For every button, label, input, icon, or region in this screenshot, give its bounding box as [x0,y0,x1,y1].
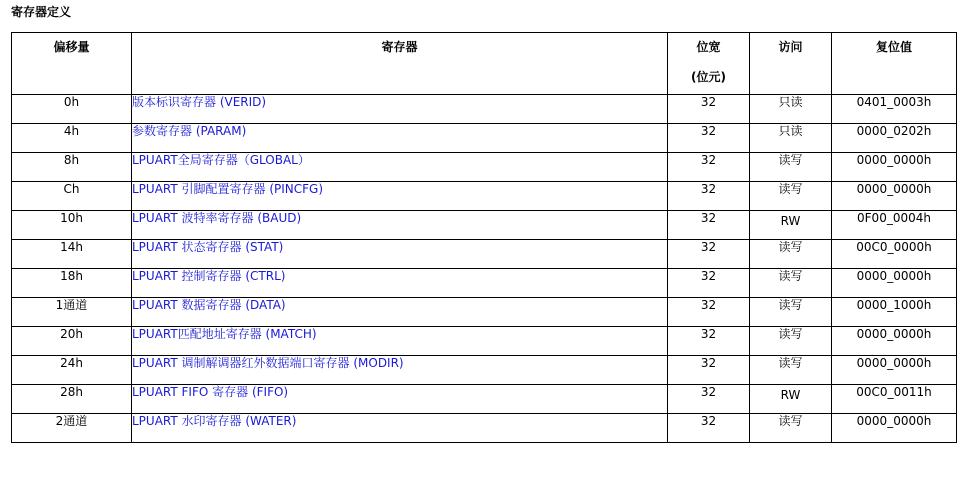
header-access: 访问 [750,33,832,95]
header-width-line2: (位元) [691,70,726,84]
register-link[interactable]: 参数寄存器 (PARAM) [132,124,247,138]
access-cell: RW [750,211,832,240]
register-link[interactable]: LPUART 状态寄存器 (STAT) [132,240,284,254]
table-row [12,211,957,240]
offset-cell: 10h [12,211,132,240]
register-link[interactable]: LPUART 控制寄存器 (CTRL) [132,269,286,283]
reset-value-cell: 0000_0000h [832,356,957,385]
register-link[interactable]: LPUART 引脚配置寄存器 (PINCFG) [132,182,324,196]
register-link[interactable]: LPUART 数据寄存器 (DATA) [132,298,286,312]
reset-value-cell: 0F00_0004h [832,211,957,240]
table-row [12,385,957,414]
register-link[interactable]: LPUART FIFO 寄存器 (FIFO) [132,385,289,399]
table-body [12,95,957,443]
register-link[interactable]: LPUART 调制解调器红外数据端口寄存器 (MODIR) [132,356,404,370]
access-cell: RW [750,385,832,414]
reset-value-cell: 0000_1000h [832,298,957,327]
table-row [12,298,957,327]
register-table [11,32,957,443]
access-cell: 读写 [750,269,832,298]
width-cell: 32 [668,356,750,385]
access-cell: 读写 [750,153,832,182]
width-cell: 32 [668,182,750,211]
reset-value-cell: 0000_0000h [832,182,957,211]
offset-cell: 8h [12,153,132,182]
reset-value-cell: 0401_0003h [832,95,957,124]
width-cell: 32 [668,240,750,269]
offset-cell: 24h [12,356,132,385]
register-link[interactable]: LPUART 波特率寄存器 (BAUD) [132,211,302,225]
width-cell: 32 [668,211,750,240]
register-name-cell [132,95,668,124]
table-header-row [12,33,957,95]
reset-value-cell: 0000_0000h [832,269,957,298]
register-link[interactable]: LPUART匹配地址寄存器 (MATCH) [132,327,317,341]
reset-value-cell: 0000_0202h [832,124,957,153]
table-row [12,269,957,298]
reset-value-cell: 0000_0000h [832,153,957,182]
offset-cell: 1通道 [12,298,132,327]
header-offset: 偏移量 [12,33,132,95]
register-name-cell [132,327,668,356]
access-cell: 只读 [750,124,832,153]
access-cell: 读写 [750,298,832,327]
register-name-cell [132,240,668,269]
register-name-cell [132,182,668,211]
section-title: 寄存器定义 [11,5,72,19]
offset-cell: 20h [12,327,132,356]
header-width [668,33,750,95]
offset-cell: 14h [12,240,132,269]
width-cell: 32 [668,327,750,356]
register-name-cell [132,356,668,385]
offset-cell: 18h [12,269,132,298]
table-row [12,153,957,182]
register-name-cell [132,124,668,153]
register-name-cell [132,298,668,327]
table-row [12,182,957,211]
width-cell: 32 [668,298,750,327]
register-name-cell [132,414,668,443]
register-name-cell [132,153,668,182]
width-cell: 32 [668,385,750,414]
register-name-cell [132,385,668,414]
reset-value-cell: 0000_0000h [832,414,957,443]
reset-value-cell: 00C0_0000h [832,240,957,269]
offset-cell: 28h [12,385,132,414]
header-width-line1: 位宽 [696,40,721,54]
table-row [12,95,957,124]
register-link[interactable]: 版本标识寄存器 (VERID) [132,95,267,109]
access-cell: 读写 [750,356,832,385]
table-row [12,327,957,356]
register-name-cell [132,269,668,298]
register-link[interactable]: LPUART全局寄存器（GLOBAL） [132,153,310,167]
offset-cell: 0h [12,95,132,124]
offset-cell: Ch [12,182,132,211]
offset-cell: 2通道 [12,414,132,443]
access-cell: 读写 [750,240,832,269]
header-reset: 复位值 [832,33,957,95]
table-row [12,124,957,153]
access-cell: 读写 [750,327,832,356]
width-cell: 32 [668,414,750,443]
width-cell: 32 [668,269,750,298]
table-row [12,414,957,443]
width-cell: 32 [668,124,750,153]
header-register: 寄存器 [132,33,668,95]
table-row [12,240,957,269]
access-cell: 只读 [750,95,832,124]
reset-value-cell: 0000_0000h [832,327,957,356]
table-row [12,356,957,385]
offset-cell: 4h [12,124,132,153]
access-cell: 读写 [750,182,832,211]
register-link[interactable]: LPUART 水印寄存器 (WATER) [132,414,297,428]
reset-value-cell: 00C0_0011h [832,385,957,414]
access-cell: 读写 [750,414,832,443]
register-name-cell [132,211,668,240]
width-cell: 32 [668,153,750,182]
width-cell: 32 [668,95,750,124]
